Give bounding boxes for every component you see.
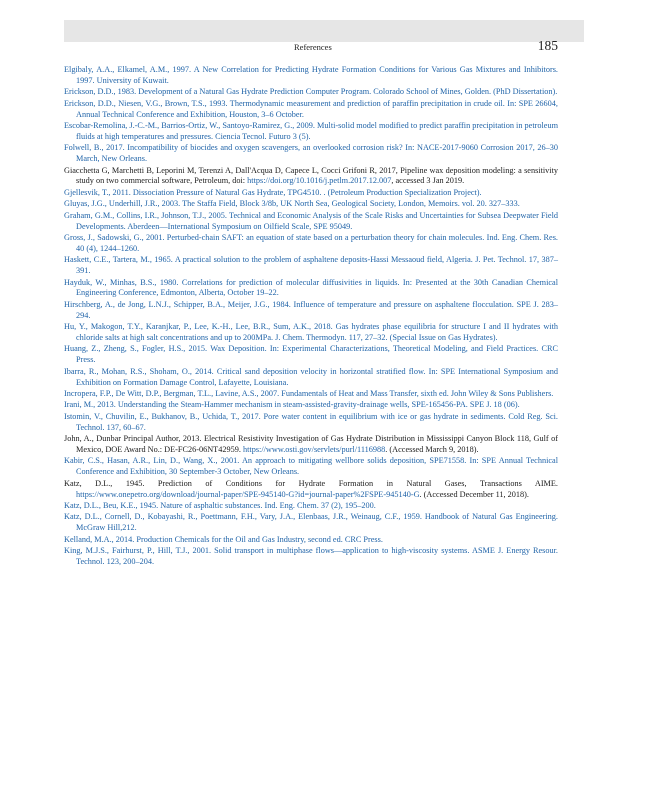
reference-text: Erickson, D.D., Niesen, V.G., Brown, T.S., 1993. Thermodynamic measurement and prediction of paraffin precipitation in crude oil. In: SPE 26604, Annual Technical Conference and Exhibition, Houston, 3–6 October. <box>64 98 558 119</box>
reference-text: Elgibaly, A.A., Elkamel, A.M., 1997. A New Correlation for Predicting Hydrate Formation Conditions for Various Gas Mixtures and Inhibitors. 1997. University of Kuwait. <box>64 65 558 85</box>
reference-entry[interactable] <box>64 389 558 400</box>
reference-text: Folwell, B., 2017. Incompatibility of biocides and oxygen scavengers, an overlooked corrosion risk? In: NACE-2017-9060 Corrosion 2017, 26–30 March, New Orleans. <box>64 143 558 164</box>
reference-text: King, M.J.S., Fairhurst, P., Hill, T.J., 2001. Solid transport in multiphase flows—application to high-viscosity systems. ASME J. Energy Resour. Technol. 123, 200–204. <box>64 546 558 566</box>
reference-list <box>64 65 558 568</box>
reference-entry[interactable] <box>64 367 558 389</box>
reference-entry[interactable] <box>64 322 558 344</box>
reference-url-link[interactable]: https://www.osti.gov/servlets/purl/1116988 <box>242 444 386 454</box>
reference-text: Irani, M., 2013. Understanding the Steam-Hammer mechanism in steam-assisted-gravity-drainage wells, SPE-165456-PA. SPE J. 18 (06). <box>64 400 520 410</box>
reference-entry[interactable] <box>64 535 558 546</box>
reference-entry[interactable] <box>64 456 558 478</box>
reference-text: Kelland, M.A., 2014. Production Chemicals for the Oil and Gas Industry, second ed. CRC Press. <box>64 534 383 544</box>
reference-text: Hu, Y., Makogon, T.Y., Karanjkar, P., Lee, K.-H., Lee, B.R., Sum, A.K., 2018. Gas hydrates phase equilibria for structure I and II hydrates with chloride salts at high salt concentrations and up to 200MPa. J. Chem. Thermodyn. 117, 27–32. (Special Issue on Gas Hydrates). <box>64 322 558 342</box>
reference-entry[interactable] <box>64 121 558 143</box>
reference-trailing-text: . (Accessed December 11, 2018). <box>419 489 529 499</box>
running-head: References <box>294 42 332 52</box>
reference-text: Kabir, C.S., Hasan, A.R., Lin, D., Wang, X., 2001. An approach to mitigating wellbore solids deposition, SPE71558. In: SPE Annual Technical Conference and Exhibition, 30 September-3 October, New Orleans. <box>64 456 558 477</box>
reference-entry[interactable] <box>64 278 558 300</box>
reference-entry[interactable] <box>64 501 558 512</box>
page-number: 185 <box>537 38 558 53</box>
reference-entry[interactable] <box>64 65 558 87</box>
reference-text: Gross, J., Sadowski, G., 2001. Perturbed-chain SAFT: an equation of state based on a perturbation theory for chain molecules. Ind. Eng. Chem. Res. 40 (4), 1244–1260. <box>64 233 558 253</box>
reference-text: Haskett, C.E., Tartera, M., 1965. A practical solution to the problem of asphaltene deposits-Hassi Messaoud field, Algeria. J. Pet. Technol. 17, 387–391. <box>64 255 558 276</box>
reference-text: Incropera, F.P., De Witt, D.P., Bergman, T.L., Lavine, A.S., 2007. Fundamentals of Heat and Mass Transfer, sixth ed. John Wiley & Sons Publishers. <box>64 388 554 398</box>
reference-url-link[interactable]: https://doi.org/10.1016/j.petlm.2017.12.007 <box>247 176 392 186</box>
reference-text: Hirschberg, A., de Jong, L.N.J., Schipper, B.A., Meijer, J.G., 1984. Influence of temperature and pressure on asphaltene flocculation. SPE J. 283–294. <box>64 299 558 320</box>
reference-entry <box>64 166 558 188</box>
reference-entry[interactable] <box>64 99 558 121</box>
reference-entry[interactable] <box>64 300 558 322</box>
reference-text: Erickson, D.D., 1983. Development of a Natural Gas Hydrate Prediction Computer Program. Colorado School of Mines, Golden. (PhD Dissertation). <box>64 87 558 97</box>
reference-entry[interactable] <box>64 87 558 98</box>
reference-text: Escobar-Remolina, J.-C.-M., Barrios-Ortiz, W., Santoyo-Ramirez, G., 2009. Multi-solid model modified to predict paraffin precipitation in petroleum fluids at high temperatures and pressures. Ciencia Tecnol. Futuro 3 (5). <box>64 121 558 141</box>
reference-entry[interactable] <box>64 143 558 165</box>
reference-text: Istomin, V., Chuvilin, E., Bukhanov, B., Uchida, T., 2017. Pore water content in equilibrium with ice or gas hydrate in sediments. Cold Reg. Sci. Technol. 137, 60–67. <box>64 411 558 432</box>
reference-text: Katz, D.L., Cornell, D., Kobayashi, R., Poettmann, F.H., Vary, J.A., Elenbaas, J.R., Weinaug, C.F., 1959. Handbook of Natural Gas Engineering. McGraw Hill,212. <box>64 512 558 533</box>
reference-entry[interactable] <box>64 188 558 199</box>
reference-entry[interactable] <box>64 199 558 210</box>
reference-entry[interactable] <box>64 233 558 255</box>
reference-entry[interactable] <box>64 344 558 366</box>
reference-text: Huang, Z., Zheng, S., Fogler, H.S., 2015. Wax Deposition. In: Experimental Characterizations, Theoretical Modeling, and Field Practices. CRC Press. <box>64 344 558 365</box>
reference-text: Gluyas, J.G., Underhill, J.R., 2003. The Staffa Field, Block 3/8b, UK North Sea, Geological Society, London, Memoirs. vol. 20. 327–333. <box>64 199 520 209</box>
reference-url-link[interactable]: https://www.onepetro.org/download/journal-paper/SPE-945140-G?id=journal-paper%2FSPE-945140-G <box>76 489 420 499</box>
reference-entry[interactable] <box>64 255 558 277</box>
reference-text: Gjellesvik, T., 2011. Dissociation Pressure of Natural Gas Hydrate, TPG4510. . (Petroleum Production Specialization Project). <box>64 187 482 197</box>
reference-entry <box>64 479 558 501</box>
reference-entry[interactable] <box>64 412 558 434</box>
reference-entry[interactable] <box>64 400 558 411</box>
reference-text: Hayduk, W., Minhas, B.S., 1980. Correlations for prediction of molecular diffusivities in liquids. In: Presented at the 30th Canadian Chemical Engineering Conference, Edmonton, Alberta, October 19–22. <box>64 277 558 298</box>
reference-entry[interactable] <box>64 512 558 534</box>
reference-text: Katz, D.L., Beu, K.E., 1945. Nature of asphaltic substances. Ind. Eng. Chem. 37 (2), 195–200. <box>64 500 376 510</box>
reference-text: Giacchetta G, Marchetti B, Leporini M, Terenzi A, Dall'Acqua D, Capece L, Cocci Grifoni R, 2017, Pipeline wax deposition modeling: a sensitivity study on two commercial software, Petroleum, doi: <box>64 165 558 186</box>
page-header <box>64 38 558 56</box>
reference-text: Ibarra, R., Mohan, R.S., Shoham, O., 2014. Critical sand deposition velocity in horizontal stratified flow. In: SPE International Symposium and Exhibition on Formation Damage Control, Lafayette, Louisiana. <box>64 366 558 387</box>
reference-trailing-text: . (Accessed March 9, 2018). <box>385 444 479 454</box>
reference-text: Graham, G.M., Collins, I.R., Johnson, T.J., 2005. Technical and Economic Analysis of the Scale Risks and Uncertainties for Subsea Deepwater Field Developments. Aberdeen—International Symposium on Oilfield Scale, SPE 95049. <box>64 210 558 231</box>
reference-entry[interactable] <box>64 546 558 568</box>
reference-entry[interactable] <box>64 211 558 233</box>
reference-text: Katz, D.L., 1945. Prediction of Conditions for Hydrate Formation in Natural Gases, Transactions AIME. <box>64 478 558 488</box>
reference-text: John, A., Dunbar Principal Author, 2013. Electrical Resistivity Investigation of Gas Hydrate Distribution in Mississippi Canyon Block 118, Gulf of Mexico, DOE Award No.: DE-FC26-06NT42959. <box>64 434 558 454</box>
reference-trailing-text: , accessed 3 Jan 2019. <box>391 176 465 186</box>
reference-entry <box>64 434 558 456</box>
